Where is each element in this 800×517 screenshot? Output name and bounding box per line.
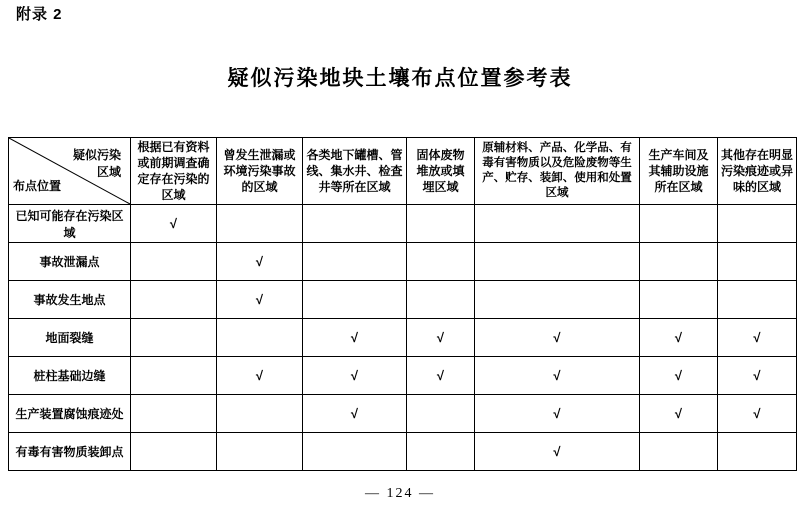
empty-cell <box>217 205 303 243</box>
row-label: 已知可能存在污染区域 <box>9 205 131 243</box>
check-mark-cell: √ <box>475 395 640 433</box>
check-mark-cell: √ <box>303 319 407 357</box>
check-mark-cell: √ <box>475 433 640 471</box>
column-header-leak-accident: 曾发生泄漏或环境污染事故的区域 <box>217 138 303 205</box>
table-row <box>9 243 797 281</box>
empty-cell <box>131 433 217 471</box>
check-mark-cell: √ <box>475 319 640 357</box>
corner-top-label-line2: 区域 <box>96 165 121 179</box>
empty-cell <box>407 243 475 281</box>
empty-cell <box>640 205 718 243</box>
row-label: 事故发生地点 <box>9 281 131 319</box>
page-title: 疑似污染地块土壤布点位置参考表 <box>227 67 573 90</box>
empty-cell <box>640 281 718 319</box>
empty-cell <box>131 243 217 281</box>
empty-cell <box>718 433 797 471</box>
check-mark-cell: √ <box>407 357 475 395</box>
table-row <box>9 205 797 243</box>
empty-cell <box>407 433 475 471</box>
empty-cell <box>718 205 797 243</box>
column-header-workshop: 生产车间及其辅助设施所在区域 <box>640 138 718 205</box>
row-label: 事故泄漏点 <box>9 243 131 281</box>
row-label: 生产装置腐蚀痕迹处 <box>9 395 131 433</box>
column-header-known-contamination: 根据已有资料或前期调查确定存在污染的区域 <box>131 138 217 205</box>
table-row <box>9 433 797 471</box>
empty-cell <box>407 395 475 433</box>
row-label: 桩柱基础边缝 <box>9 357 131 395</box>
table-row <box>9 395 797 433</box>
header-row <box>9 138 797 205</box>
table-body <box>9 205 797 471</box>
check-mark-cell: √ <box>475 357 640 395</box>
check-mark-cell: √ <box>718 357 797 395</box>
corner-top-label-line1: 疑似污染 <box>72 148 121 162</box>
row-label: 有毒有害物质装卸点 <box>9 433 131 471</box>
column-header-other-traces: 其他存在明显污染痕迹或异味的区域 <box>718 138 797 205</box>
empty-cell <box>475 281 640 319</box>
empty-cell <box>131 395 217 433</box>
empty-cell <box>131 281 217 319</box>
check-mark-cell: √ <box>217 357 303 395</box>
corner-cell <box>9 138 131 205</box>
check-mark-cell: √ <box>640 357 718 395</box>
check-mark-cell: √ <box>407 319 475 357</box>
empty-cell <box>217 319 303 357</box>
empty-cell <box>640 243 718 281</box>
empty-cell <box>303 281 407 319</box>
empty-cell <box>131 357 217 395</box>
check-mark-cell: √ <box>217 243 303 281</box>
check-mark-cell: √ <box>718 319 797 357</box>
appendix-label: 附录 2 <box>16 6 63 23</box>
empty-cell <box>303 433 407 471</box>
check-mark-cell: √ <box>718 395 797 433</box>
check-mark-cell: √ <box>217 281 303 319</box>
column-header-solid-waste: 固体废物堆放或填埋区域 <box>407 138 475 205</box>
check-mark-cell: √ <box>131 205 217 243</box>
empty-cell <box>475 205 640 243</box>
column-header-underground-tanks: 各类地下罐槽、管线、集水井、检查井等所在区域 <box>303 138 407 205</box>
check-mark-cell: √ <box>640 395 718 433</box>
empty-cell <box>407 281 475 319</box>
table-row <box>9 281 797 319</box>
sampling-location-table <box>8 137 797 471</box>
corner-bottom-label: 布点位置 <box>13 179 62 193</box>
check-mark-cell: √ <box>303 395 407 433</box>
check-mark-cell: √ <box>303 357 407 395</box>
empty-cell <box>303 243 407 281</box>
check-mark-cell: √ <box>640 319 718 357</box>
column-header-raw-materials: 原辅材料、产品、化学品、有毒有害物质以及危险废物等生产、贮存、装卸、使用和处置区域 <box>475 138 640 205</box>
row-label: 地面裂缝 <box>9 319 131 357</box>
empty-cell <box>640 433 718 471</box>
empty-cell <box>718 243 797 281</box>
empty-cell <box>217 395 303 433</box>
empty-cell <box>407 205 475 243</box>
empty-cell <box>718 281 797 319</box>
empty-cell <box>475 243 640 281</box>
empty-cell <box>303 205 407 243</box>
table-row <box>9 357 797 395</box>
page-number: — 124 — <box>365 486 435 501</box>
table-row <box>9 319 797 357</box>
empty-cell <box>217 433 303 471</box>
empty-cell <box>131 319 217 357</box>
